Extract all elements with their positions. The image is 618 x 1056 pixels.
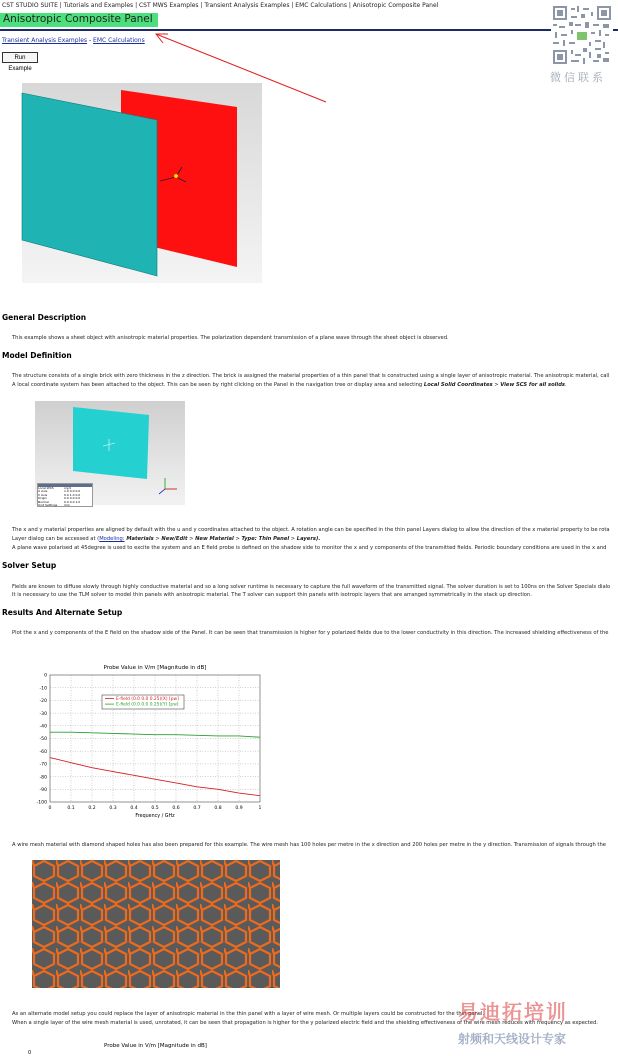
model-text-1: The structure consists of a single brick with zero thickness in the z direction. The brick is assigned the material properties of a thin panel that is constructed using a single layer of anisotropic material. The anisotropic material, call [12, 373, 610, 379]
y-tick-label: -90 [39, 788, 47, 793]
general-text: This example shows a sheet object with anisotropic material properties. The polarization dependent transmission of a plane wave through the sheet object is observed. [12, 335, 449, 341]
y-tick-label: -20 [39, 699, 47, 705]
probe-chart [20, 660, 270, 820]
nav-link-transient[interactable]: Transient Analysis Examples [2, 37, 88, 44]
probe-chart-svg [20, 660, 270, 820]
x-tick-label: 0.8 [214, 806, 222, 811]
probe-chart-2-tick: 0 [28, 1050, 32, 1056]
legend-label-2: E-field (0.0 0.0 0.25)(Y) [pw] [116, 702, 179, 708]
legend-label-1: E-field (0.0 0.0 0.25)(X) [pw] [116, 697, 179, 702]
y-tick-label: 0 [44, 673, 47, 679]
model-text-5: A plane wave polarised at 45degree is used to excite the system and an E field probe is defined on the shadow side to monitor the x and y components of the transmitted fields. Periodic boundary conditions are used in the x and [12, 545, 607, 551]
page-title: Anisotropic Composite Panel [3, 13, 153, 25]
solver-text-2: It is necessary to use the TLM solver to model thin panels with anisotropic material. The T solver can support thin panels with isotropic layers that are arranged symmetrically in the stack up direction. [12, 592, 532, 598]
x-tick-label: 0.1 [67, 806, 75, 811]
qr-caption: 微信联系 [550, 71, 606, 84]
brand-subtitle: 射频和天线设计专家 [458, 1032, 567, 1046]
x-tick-label: 0.3 [109, 806, 117, 811]
x-tick-label: 0.6 [172, 806, 180, 811]
x-tick-label: 0.7 [193, 806, 201, 811]
breadcrumb [2, 37, 145, 44]
x-tick-label: 0.2 [88, 806, 96, 811]
x-tick-label: 0.9 [235, 806, 243, 811]
x-tick-label: 0.4 [130, 806, 138, 811]
results-text-1: Plot the x and y components of the E field on the shadow side of the Panel. It can be seen that transmission is higher for y polarized fields due to the lower conductivity in this direction. The increased shielding effectiveness of the [12, 630, 609, 636]
modeling-link[interactable]: Modeling: [99, 536, 125, 542]
model-text-2: A local coordinate system has been attached to the object. This can be seen by right clicking on the Panel in the navigation tree or display area and selecting Local Solid Coordinates > View SCS for all solids. [12, 382, 567, 388]
y-tick-label: -70 [39, 762, 47, 768]
model-thumbnail [35, 401, 185, 508]
y-tick-label: -80 [39, 775, 47, 781]
x-tick-label: 1 [258, 806, 262, 811]
results-text-2: A wire mesh material with diamond shaped holes has also been prepared for this example. The wire mesh has 100 holes per metre in the x direction and 200 holes per metre in the y direction. Transmission of signals through the [12, 842, 606, 848]
heading-general: General Description [2, 313, 87, 322]
results-text-4: When a single layer of the wire mesh material is used, unrotated, it can be seen that propagation is higher for the y polarized electric field and the shielding effectiveness of the wire mesh reduces with frequency as expected. [12, 1020, 598, 1026]
panel-3d-image [22, 83, 262, 283]
nav-separator: - [87, 37, 94, 44]
y-tick-label: -50 [39, 737, 47, 743]
breadcrumb-top: CST STUDIO SUITE | Tutorials and Examples | CST MWS Examples | Transient Analysis Examples | EMC Calculations | Anisotropic Composite Panel [2, 2, 439, 9]
y-tick-label: -10 [39, 686, 47, 692]
brand-watermark: 易迪拓培训 [458, 1000, 568, 1024]
wire-mesh-image [32, 860, 280, 988]
model-text-4: Layer dialog can be accessed at (Modeling: Materials > New/Edit > New Material > Type: Thin Panel > Layers). [12, 536, 321, 542]
chart-title: Probe Value in V/m [Magnitude in dB] [103, 665, 207, 671]
y-tick-label: -40 [39, 724, 47, 730]
solver-text-1: Fields are known to diffuse slowly through highly conductive material and so a long solver runtime is necessary to capture the full waveform of the transmitted signal. The solver duration is set to 100ns on the Solver Specials dialo [12, 584, 611, 590]
y-tick-label: -30 [39, 711, 47, 717]
run-example-button[interactable]: Run Example [2, 52, 38, 63]
heading-solver: Solver Setup [2, 561, 57, 570]
probe-chart-2-title: Probe Value in V/m [Magnitude in dB] [104, 1043, 207, 1049]
results-text-3: As an alternate model setup you could replace the layer of anisotropic material in the thin panel with a layer of wire mesh. Or multiple layers could be constructed for the thin panel. [12, 1011, 485, 1017]
heading-results: Results And Alternate Setup [2, 608, 123, 617]
model-text-3: The x and y material properties are aligned by default with the u and y coordinates attached to the object. A rotation angle can be specified in the thin panel Layers dialog to allow the direction of the x material property to be rota [12, 527, 610, 533]
y-tick-label: -100 [36, 800, 47, 806]
heading-model: Model Definition [2, 351, 72, 360]
x-axis-label: Frequency / GHz [135, 814, 175, 819]
nav-link-emc[interactable]: EMC Calculations [93, 37, 145, 44]
x-tick-label: 0 [48, 806, 52, 811]
qr-code-icon [551, 4, 613, 66]
properties-panel: Local WCS x/y/z U Axis 1.0 0.0 0.0 V Axis 0.0 1.0 0.0 Origin 0.0 0.0 0.0 Normal 0.0 0.0 1.0 Unit Settings mm [37, 483, 93, 507]
y-tick-label: -60 [39, 749, 47, 755]
x-tick-label: 0.5 [151, 806, 159, 811]
